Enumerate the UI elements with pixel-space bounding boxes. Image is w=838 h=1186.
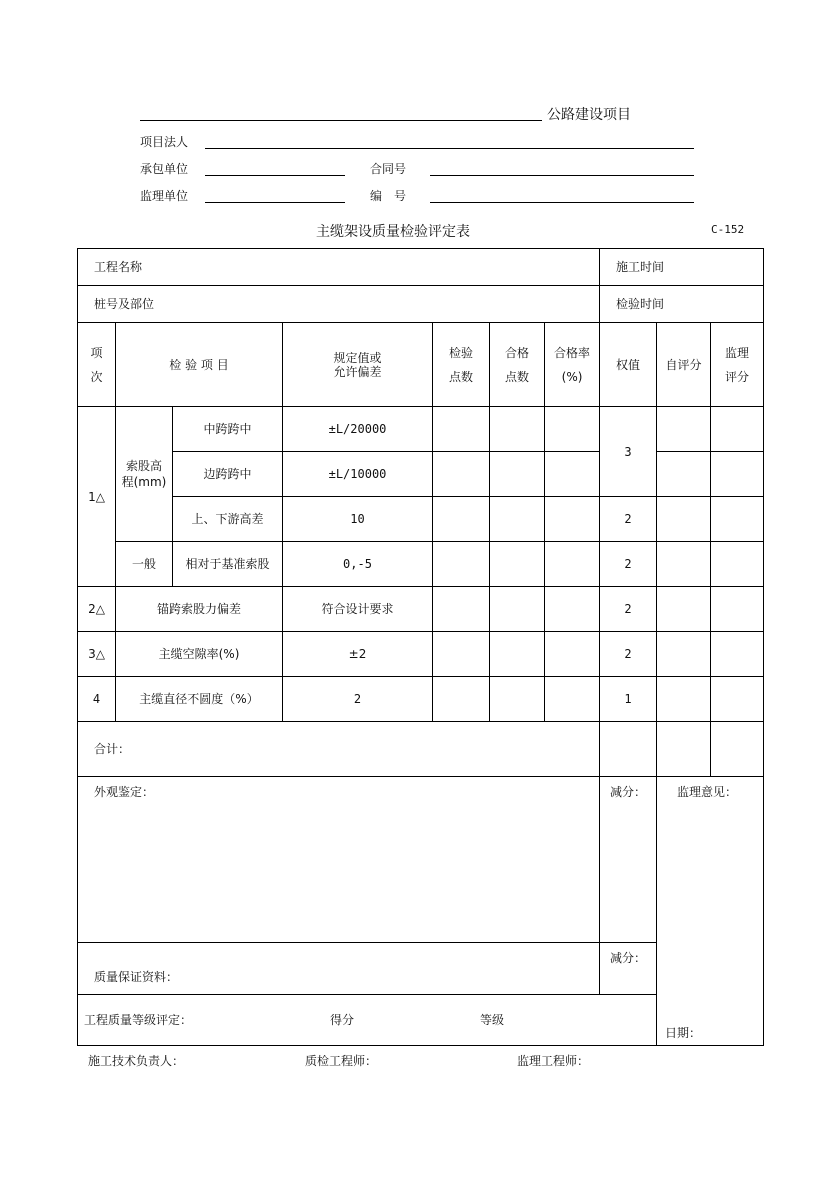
supervisor-opinion-cell[interactable] — [657, 777, 764, 1046]
row4-spec: 2 — [283, 677, 433, 722]
quality-docs-deduct-cell[interactable] — [600, 943, 657, 995]
col-inspection-item: 检 验 项 目 — [116, 323, 283, 407]
supervisor-underline[interactable] — [205, 202, 345, 203]
col-pass-points-line1: 合格 — [504, 345, 529, 360]
side-span-pass-rate[interactable] — [545, 452, 600, 497]
side-span-pass-points[interactable] — [490, 452, 545, 497]
row4-self-score[interactable] — [657, 677, 711, 722]
row2-weight: 2 — [600, 587, 657, 632]
contractor-underline[interactable] — [205, 175, 345, 176]
up-down-diff-check-points[interactable] — [433, 497, 490, 542]
strand-elevation-line1: 索股高 — [125, 459, 162, 473]
col-pass-points-line2: 点数 — [504, 369, 529, 384]
row3-pass-rate[interactable] — [545, 632, 600, 677]
col-item-no-line1: 项 — [90, 345, 103, 360]
form-title: 主缆架设质量检验评定表 — [316, 224, 470, 240]
relative-ref-spec: 0,-5 — [283, 542, 433, 587]
general-label: 一般 — [116, 542, 173, 587]
col-supervisor-score-line2: 评分 — [725, 369, 750, 384]
row3-no: 3△ — [78, 632, 116, 677]
serial-no-label: 编 号 — [370, 189, 407, 203]
project-suffix: 公路建设项目 — [547, 107, 631, 123]
up-down-diff-pass-points[interactable] — [490, 497, 545, 542]
row2-supervisor-score[interactable] — [711, 587, 764, 632]
supervisor-label: 监理单位 — [140, 189, 189, 203]
relative-ref-supervisor-score[interactable] — [711, 542, 764, 587]
supervision-engineer-label: 监理工程师： — [517, 1054, 590, 1068]
up-down-diff-self-score[interactable] — [657, 497, 711, 542]
contract-no-label: 合同号 — [370, 162, 407, 176]
col-weight: 权值 — [600, 323, 657, 407]
col-pass-rate-line1: 合格率 — [554, 345, 591, 360]
quality-docs-label: 质量保证资料： — [94, 969, 179, 984]
quality-docs-cell[interactable] — [78, 943, 600, 995]
supervisor-opinion-label: 监理意见： — [677, 785, 738, 799]
total-label: 合计： — [78, 722, 600, 777]
up-down-diff-spec: 10 — [283, 497, 433, 542]
contract-no-underline[interactable] — [430, 175, 694, 176]
side-span-name: 边跨跨中 — [173, 452, 283, 497]
mid-span-spec: ±L/20000 — [283, 407, 433, 452]
mid-span-pass-rate[interactable] — [545, 407, 600, 452]
col-item-no-line2: 次 — [90, 369, 103, 384]
col-check-points-line1: 检验 — [448, 345, 473, 360]
col-check-points — [433, 323, 490, 407]
relative-ref-name: 相对于基准索股 — [173, 542, 283, 587]
appearance-deduct-cell[interactable] — [600, 777, 657, 943]
project-name-underline — [140, 120, 542, 121]
row2-no: 2△ — [78, 587, 116, 632]
mid-span-self-score[interactable] — [657, 407, 711, 452]
row3-spec: ±2 — [283, 632, 433, 677]
owner-underline[interactable] — [205, 148, 694, 149]
row4-weight: 1 — [600, 677, 657, 722]
col-pass-rate — [545, 323, 600, 407]
appearance-cell[interactable] — [78, 777, 600, 943]
appearance-deduct-label: 减分： — [610, 785, 647, 799]
serial-no-underline[interactable] — [430, 202, 694, 203]
total-self-score[interactable] — [657, 722, 711, 777]
inspection-time-label: 检验时间 — [600, 286, 764, 323]
col-pass-points — [490, 323, 545, 407]
total-supervisor-score[interactable] — [711, 722, 764, 777]
project-name-label: 工程名称 — [78, 249, 600, 286]
up-down-diff-weight: 2 — [600, 497, 657, 542]
relative-ref-weight: 2 — [600, 542, 657, 587]
row4-pass-points[interactable] — [490, 677, 545, 722]
total-weight[interactable] — [600, 722, 657, 777]
quality-docs-deduct-label: 减分： — [610, 951, 647, 965]
col-supervisor-score — [711, 323, 764, 407]
mid-span-supervisor-score[interactable] — [711, 407, 764, 452]
row2-pass-rate[interactable] — [545, 587, 600, 632]
row2-name: 锚跨索股力偏差 — [116, 587, 283, 632]
up-down-diff-supervisor-score[interactable] — [711, 497, 764, 542]
row4-check-points[interactable] — [433, 677, 490, 722]
weight-group: 3 — [600, 407, 657, 497]
strand-elevation-label — [116, 407, 173, 542]
row2-pass-points[interactable] — [490, 587, 545, 632]
side-span-spec: ±L/10000 — [283, 452, 433, 497]
col-spec-line1: 规定值或 — [333, 350, 382, 365]
appearance-label: 外观鉴定： — [94, 785, 155, 799]
col-spec-value — [283, 323, 433, 407]
grade-eval-label: 工程质量等级评定： — [84, 1013, 193, 1027]
row4-name: 主缆直径不圆度（%） — [116, 677, 283, 722]
col-check-points-line2: 点数 — [448, 369, 473, 384]
row3-supervisor-score[interactable] — [711, 632, 764, 677]
grade-label: 等级 — [480, 1013, 505, 1027]
mid-span-check-points[interactable] — [433, 407, 490, 452]
tech-lead-label: 施工技术负责人： — [88, 1054, 185, 1068]
owner-label: 项目法人 — [140, 135, 189, 149]
row4-pass-rate[interactable] — [545, 677, 600, 722]
qc-engineer-label: 质检工程师： — [305, 1054, 378, 1068]
row4-no: 4 — [78, 677, 116, 722]
station-label: 桩号及部位 — [78, 286, 600, 323]
side-span-self-score[interactable] — [657, 452, 711, 497]
relative-ref-pass-points[interactable] — [490, 542, 545, 587]
inspection-table — [77, 248, 764, 1046]
row2-self-score[interactable] — [657, 587, 711, 632]
up-down-diff-pass-rate[interactable] — [545, 497, 600, 542]
row4-supervisor-score[interactable] — [711, 677, 764, 722]
row1-no: 1△ — [78, 407, 116, 587]
up-down-diff-name: 上、下游高差 — [173, 497, 283, 542]
row2-spec: 符合设计要求 — [283, 587, 433, 632]
side-span-supervisor-score[interactable] — [711, 452, 764, 497]
row3-weight: 2 — [600, 632, 657, 677]
contractor-label: 承包单位 — [140, 162, 189, 176]
row2-check-points[interactable] — [433, 587, 490, 632]
relative-ref-check-points[interactable] — [433, 542, 490, 587]
score-label: 得分 — [330, 1013, 355, 1027]
row3-check-points[interactable] — [433, 632, 490, 677]
form-code: C-152 — [711, 223, 745, 236]
col-supervisor-score-line1: 监理 — [725, 345, 750, 360]
grade-eval-cell[interactable] — [78, 995, 657, 1046]
construction-time-label: 施工时间 — [600, 249, 764, 286]
side-span-check-points[interactable] — [433, 452, 490, 497]
row3-self-score[interactable] — [657, 632, 711, 677]
row3-name: 主缆空隙率(%) — [116, 632, 283, 677]
relative-ref-self-score[interactable] — [657, 542, 711, 587]
col-spec-line2: 允许偏差 — [333, 364, 382, 379]
col-item-no — [78, 323, 116, 407]
col-self-score: 自评分 — [657, 323, 711, 407]
row3-pass-points[interactable] — [490, 632, 545, 677]
relative-ref-pass-rate[interactable] — [545, 542, 600, 587]
mid-span-name: 中跨跨中 — [173, 407, 283, 452]
col-pass-rate-line2: (%) — [561, 369, 583, 384]
date-label: 日期： — [665, 1026, 702, 1040]
strand-elevation-line2: 程(mm) — [121, 475, 167, 489]
mid-span-pass-points[interactable] — [490, 407, 545, 452]
